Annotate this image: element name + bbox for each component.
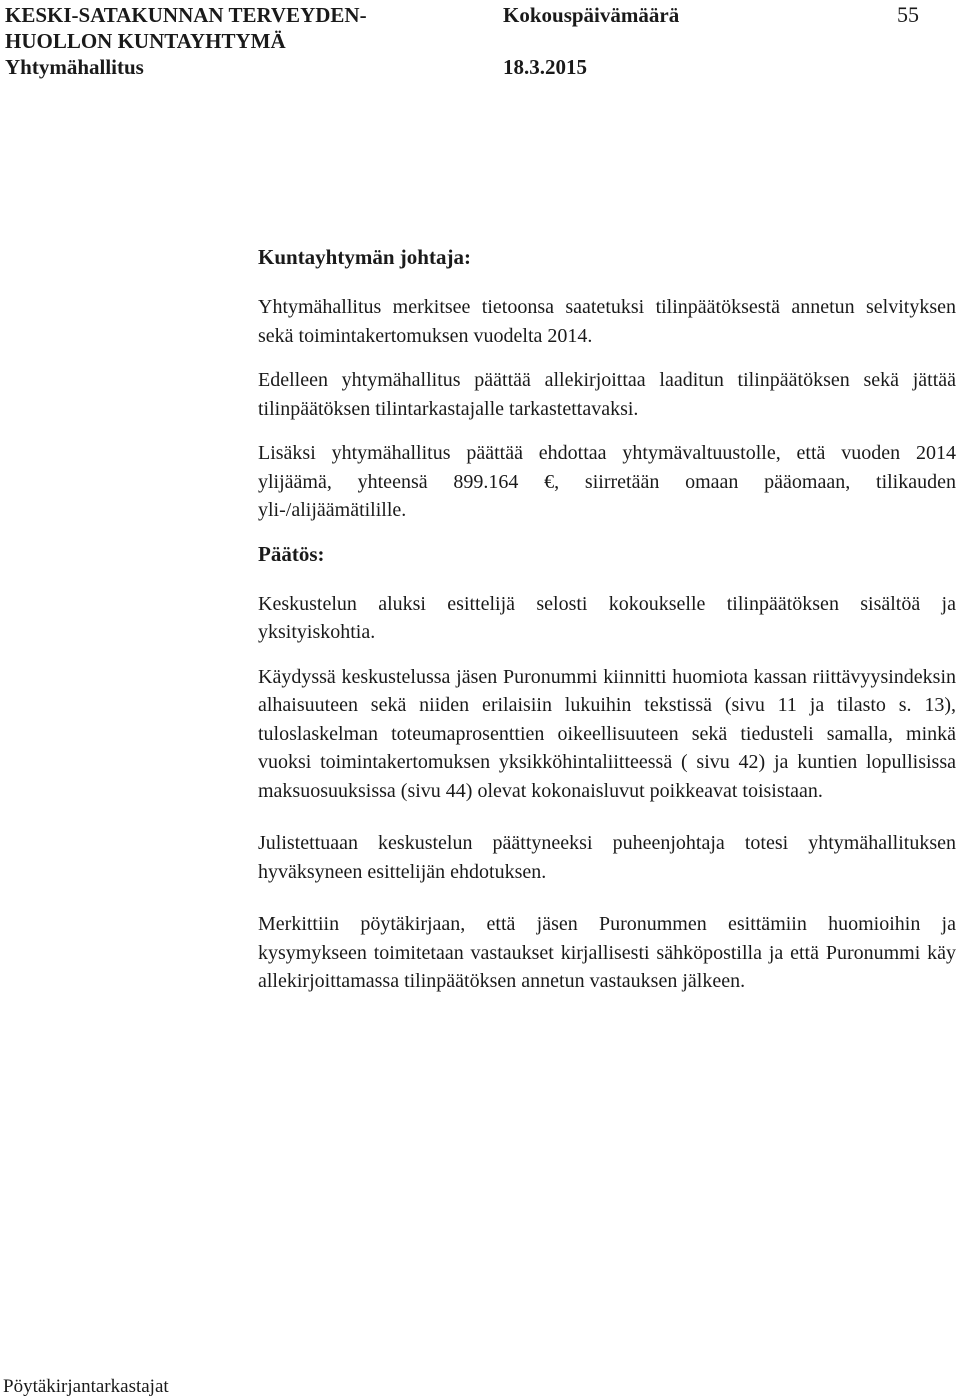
- decision-paragraph: Käydyssä keskustelussa jäsen Puronummi kiinnitti huomiota kassan riittävyysindeksin alhaisuuteen sekä niiden erilaisiin lukuihin tekstissä (sivu 11 ja tilasto s. 13), tuloslaskelman toteumaprosenttien oikeellisuuteen sekä tiedusteli samalla, minkä vuoksi toimintakertomuksen yksikköhintaliitteessä ( sivu 42) ja kuntien lopullisissa maksuosuuksissa (sivu 44) olevat kokonaisluvut poikkeavat toisistaan.: [258, 665, 956, 802]
- decision-paragraph: Merkittiin pöytäkirjaan, että jäsen Puronummen esittämiin huomioihin ja kysymykseen toimitetaan vastaukset kirjallisesti sähköpostilla ja että Puronummi käy allekirjoittamassa tilinpäätöksen annetun vastauksen jälkeen.: [258, 913, 956, 992]
- organization-name-line1: KESKI-SATAKUNNAN TERVEYDEN-: [5, 3, 367, 27]
- minutes-checkers-label: Pöytäkirjantarkastajat: [3, 1376, 169, 1397]
- meeting-date-label: Kokouspäivämäärä: [503, 3, 680, 27]
- section-heading: Kuntayhtymän johtaja:: [258, 245, 471, 269]
- proposal-paragraph: Yhtymähallitus merkitsee tietoonsa saatetuksi tilinpäätöksestä annetun selvityksen sekä toimintakertomuksen vuodelta 2014.: [258, 296, 956, 347]
- decision-heading: Päätös:: [258, 541, 325, 566]
- proposal-paragraph: Edelleen yhtymähallitus päättää allekirjoittaa laaditun tilinpäätöksen sekä jättää tilinpäätöksen tilintarkastajalle tarkastettavaksi.: [258, 369, 956, 420]
- meeting-date: 18.3.2015: [503, 55, 587, 79]
- organization-name-line2: HUOLLON KUNTAYHTYMÄ: [5, 29, 286, 53]
- proposal-paragraph: Lisäksi yhtymähallitus päättää ehdottaa yhtymävaltuustolle, että vuoden 2014 ylijäämä, yhteensä 899.164 €, siirretään omaan pääomaan, tilikauden yli-/alijäämätilille.: [258, 442, 956, 521]
- governing-body: Yhtymähallitus: [5, 55, 144, 79]
- page-number: 55: [897, 2, 919, 27]
- decision-paragraph: Julistettuaan keskustelun päättyneeksi puheenjohtaja totesi yhtymähallituksen hyväksyneen esittelijän ehdotuksen.: [258, 832, 956, 883]
- decision-paragraph: Keskustelun aluksi esittelijä selosti kokoukselle tilinpäätöksen sisältöä ja yksityiskohtia.: [258, 592, 956, 643]
- minutes-body: [258, 244, 956, 996]
